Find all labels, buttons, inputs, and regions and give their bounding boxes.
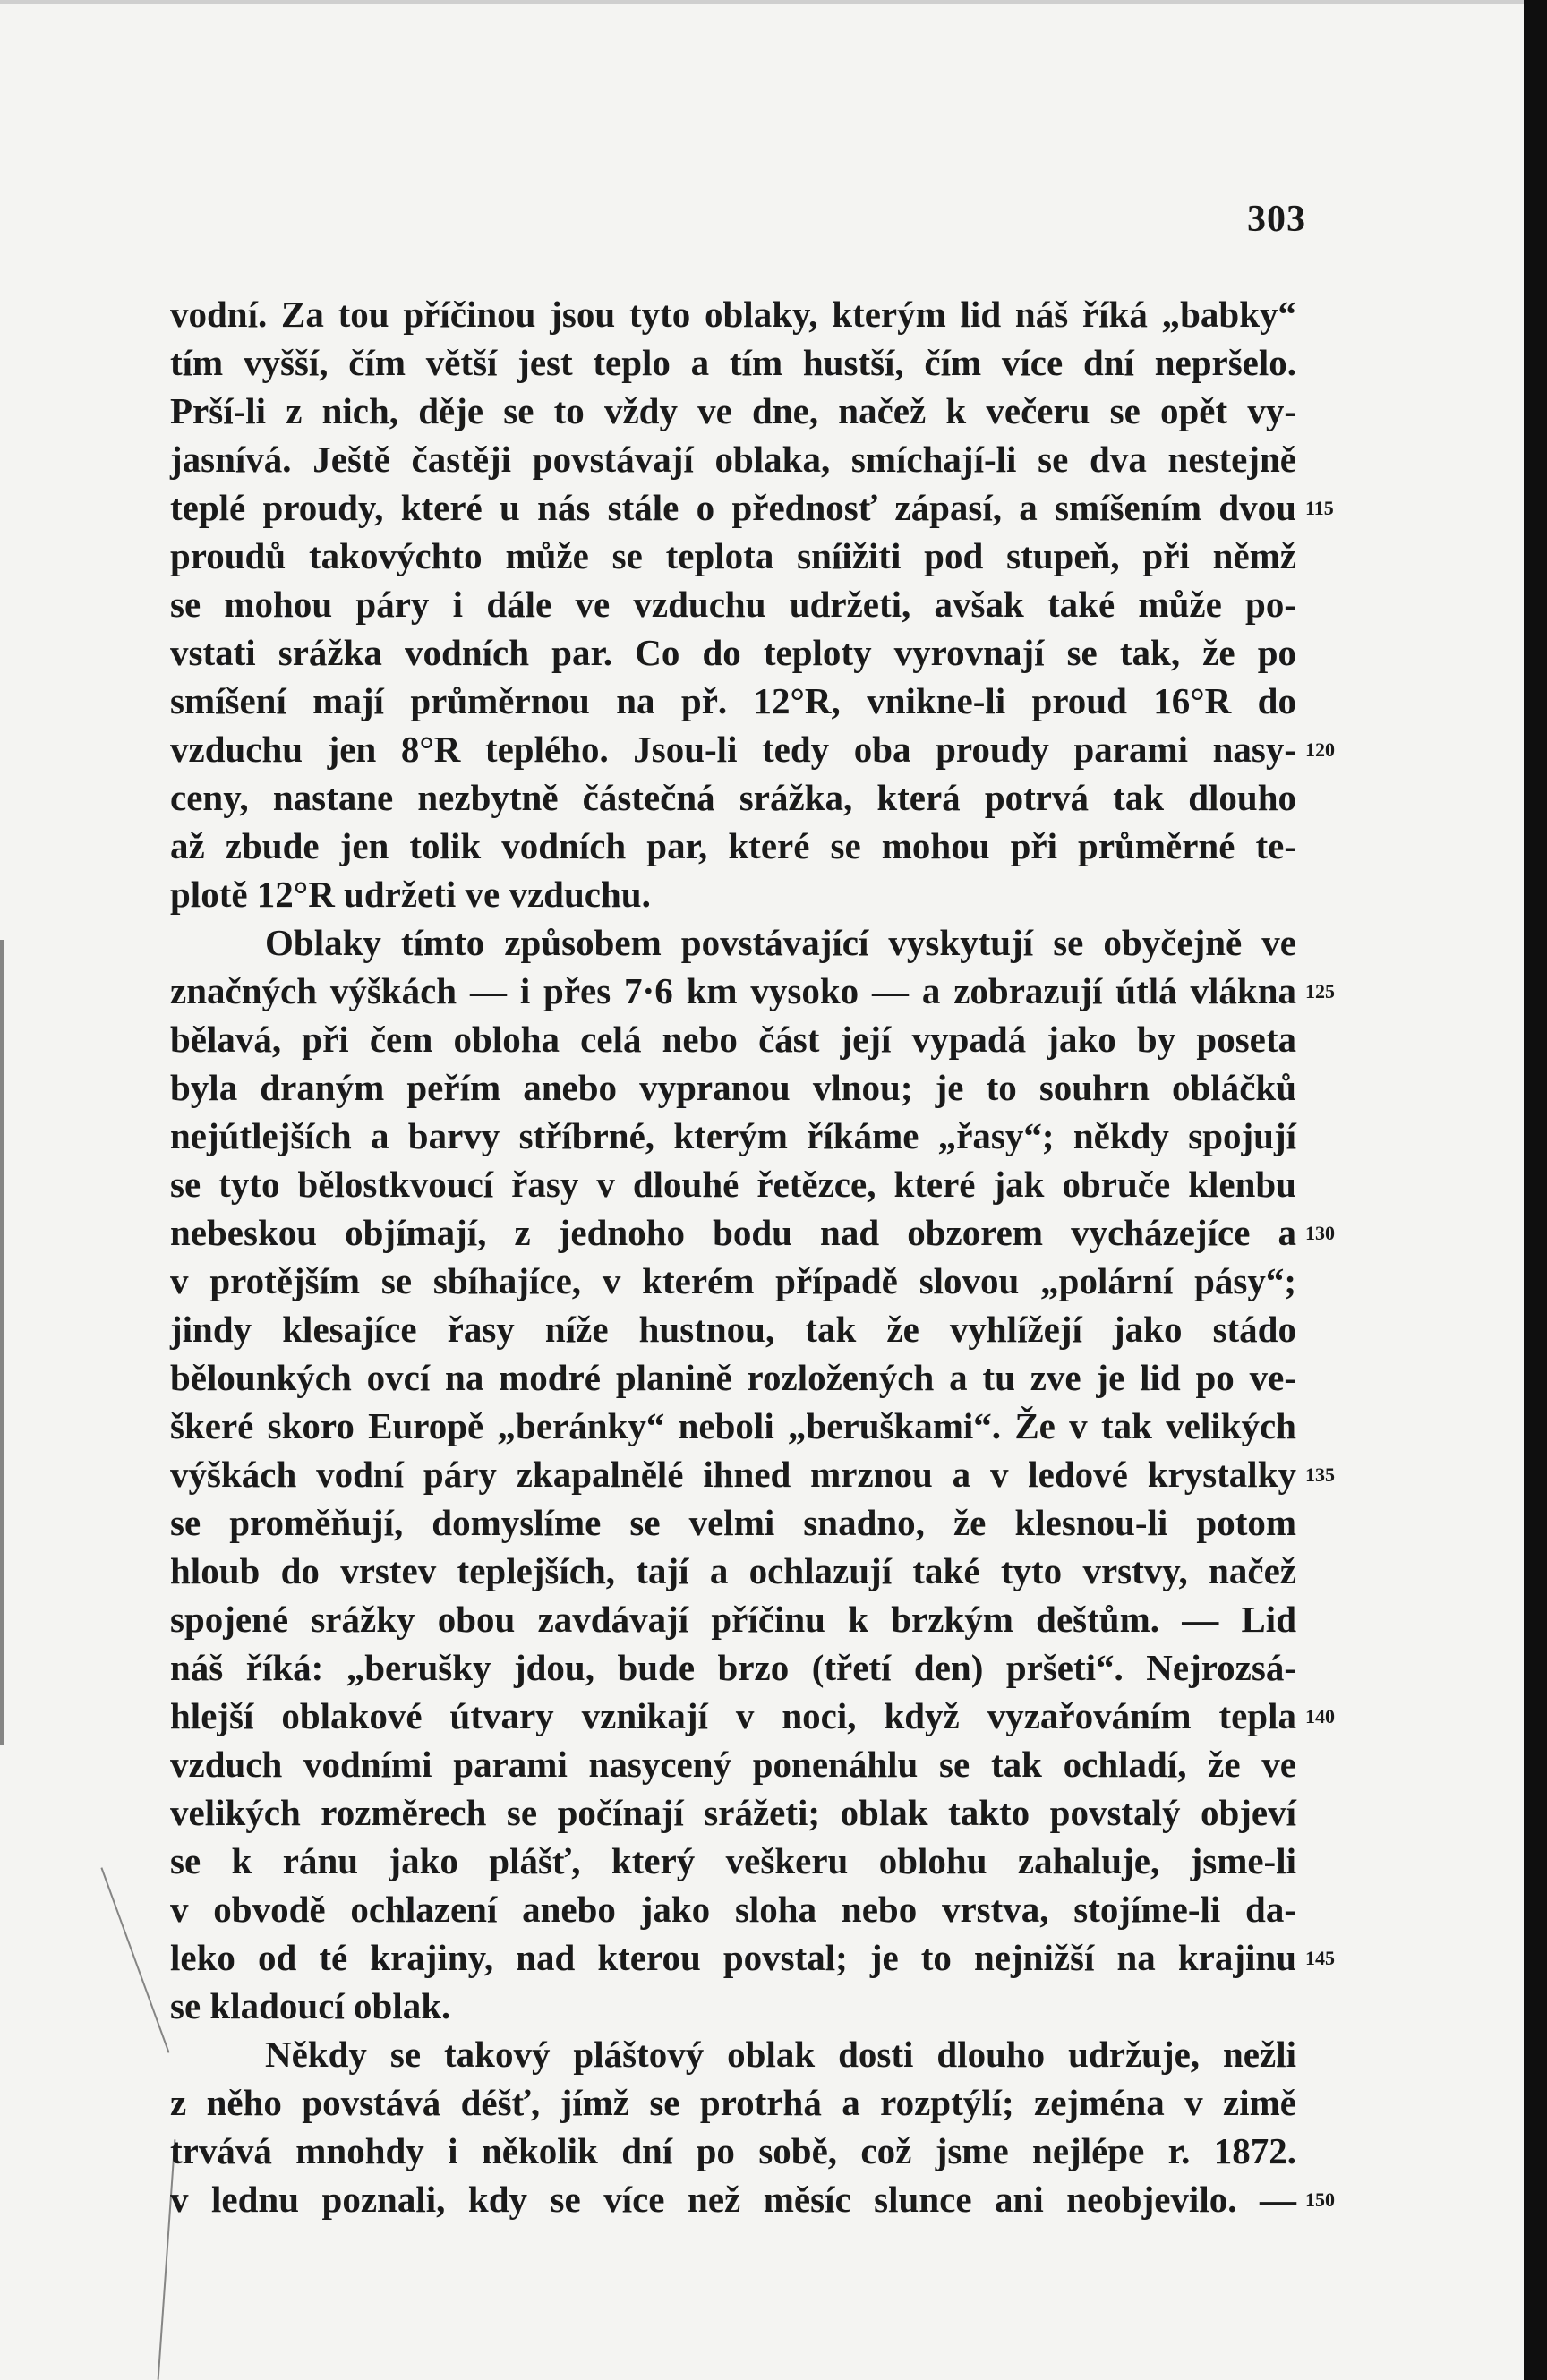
margin-line-number: 140 (1305, 1705, 1335, 1727)
text-line: se mohou páry i dále ve vzduchu udržeti, avšak také může po- (170, 584, 1296, 625)
text-line: bělounkých ovcí na modré planině rozložených a tu zve je lid po ve- (170, 1357, 1296, 1398)
text-line: v obvodě ochlazení anebo jako sloha nebo vrstva, stojíme-li da- (170, 1889, 1296, 1930)
text-line: vodní. Za tou příčinou jsou tyto oblaky, kterým lid náš říká „babky“ (170, 294, 1296, 335)
text-line: hloub do vrstev teplejších, tají a ochlazují také tyto vrstvy, načež (170, 1550, 1296, 1591)
text-line: spojené srážky obou zavdávají příčinu k brzkým deštům. — Lid (170, 1599, 1296, 1640)
margin-line-number: 120 (1305, 738, 1335, 761)
text-line: se kladoucí oblak. (170, 1985, 451, 2026)
margin-line-number: 115 (1305, 497, 1334, 519)
text-line: hlejší oblakové útvary vznikají v noci, když vyzařováním tepla (170, 1695, 1296, 1736)
text-line: jasnívá. Ještě častěji povstávají oblaka, smíchají-li se dva nestejně (170, 439, 1296, 480)
text-line: smíšení mají průměrnou na př. 12°R, vnikne-li proud 16°R do (170, 680, 1296, 721)
text-line: jindy klesajíce řasy níže hustnou, tak že vyhlížejí jako stádo (170, 1309, 1296, 1350)
text-line: se tyto bělostkvoucí řasy v dlouhé řetězce, které jak obruče klenbu (170, 1164, 1296, 1205)
margin-line-number: 130 (1305, 1222, 1335, 1244)
text-line: teplé proudy, které u nás stále o přednosť zápasí, a smíšením dvou (170, 487, 1296, 528)
text-line: vzduchu jen 8°R teplého. Jsou-li tedy oba proudy parami nasy- (170, 729, 1296, 770)
text-line: škeré skoro Europě „beránky“ neboli „beruškami“. Že v tak velikých (170, 1405, 1296, 1446)
text-line: se k ránu jako plášť, který veškeru oblohu zahaluje, jsme-li (170, 1840, 1296, 1881)
text-line: byla draným peřím anebo vypranou vlnou; je to souhrn obláčků (170, 1067, 1296, 1108)
text-line: plotě 12°R udržeti ve vzduchu. (170, 874, 651, 915)
right-page-edge-shadow (1524, 0, 1547, 2380)
scan-scratch-mark (100, 1867, 169, 2052)
text-line: nebeskou objímají, z jednoho bodu nad obzorem vycházejíce a (170, 1212, 1296, 1253)
text-line: proudů takovýchto může se teplota sníižiti pod stupeň, při němž (170, 535, 1296, 576)
text-line: velikých rozměrech se počínají srážeti; oblak takto povstalý objeví (170, 1792, 1296, 1833)
margin-line-number: 145 (1305, 1947, 1335, 1969)
text-line: z něho povstává déšť, jímž se protrhá a rozptýlí; zejména v zimě (170, 2082, 1296, 2123)
text-line: v protějším se sbíhajíce, v kterém případě slovou „polární pásy“; (170, 1260, 1296, 1301)
left-page-edge-shadow (0, 940, 4, 1745)
text-line: bělavá, při čem obloha celá nebo část její vypadá jako by poseta (170, 1019, 1296, 1060)
text-line: značných výškách — i přes 7·6 km vysoko — a zobrazují útlá vlákna (170, 970, 1296, 1011)
text-line: se proměňují, domyslíme se velmi snadno, že klesnou-li potom (170, 1502, 1296, 1543)
text-line: až zbude jen tolik vodních par, které se mohou při průměrné te- (170, 825, 1296, 866)
body-text (170, 290, 1296, 2223)
text-line: tím vyšší, čím větší jest teplo a tím hustší, čím více dní nepršelo. (170, 342, 1296, 383)
text-line: vzduch vodními parami nasycený ponenáhlu se tak ochladí, že ve (170, 1744, 1296, 1785)
margin-line-number: 125 (1305, 980, 1335, 1002)
text-line: Někdy se takový pláštový oblak dosti dlouho udržuje, nežli (265, 2034, 1296, 2075)
page-number: 303 (1247, 199, 1306, 240)
text-line: leko od té krajiny, nad kterou povstal; je to nejnižší na krajinu (170, 1937, 1296, 1978)
text-line: výškách vodní páry zkapalnělé ihned mrznou a v ledové krystalky (170, 1454, 1296, 1495)
text-line: náš říká: „berušky jdou, bude brzo (třetí den) pršeti“. Nejrozsá- (170, 1647, 1296, 1688)
margin-line-number: 150 (1305, 2188, 1335, 2211)
text-line: trvává mnohdy i několik dní po sobě, což jsme nejlépe r. 1872. (170, 2130, 1296, 2171)
text-line: vstati srážka vodních par. Co do teploty vyrovnají se tak, že po (170, 632, 1296, 673)
text-line: v lednu poznali, kdy se více než měsíc slunce ani neobjevilo. — (170, 2179, 1296, 2220)
text-line: Oblaky tímto způsobem povstávající vyskytují se obyčejně ve (265, 922, 1296, 963)
text-line: nejútlejších a barvy stříbrné, kterým říkáme „řasy“; někdy spojují (170, 1115, 1296, 1156)
margin-line-number: 135 (1305, 1463, 1335, 1486)
text-line: ceny, nastane nezbytně částečná srážka, která potrvá tak dlouho (170, 777, 1296, 818)
top-page-edge (0, 0, 1547, 4)
text-line: Prší-li z nich, děje se to vždy ve dne, načež k večeru se opět vy- (170, 390, 1296, 431)
